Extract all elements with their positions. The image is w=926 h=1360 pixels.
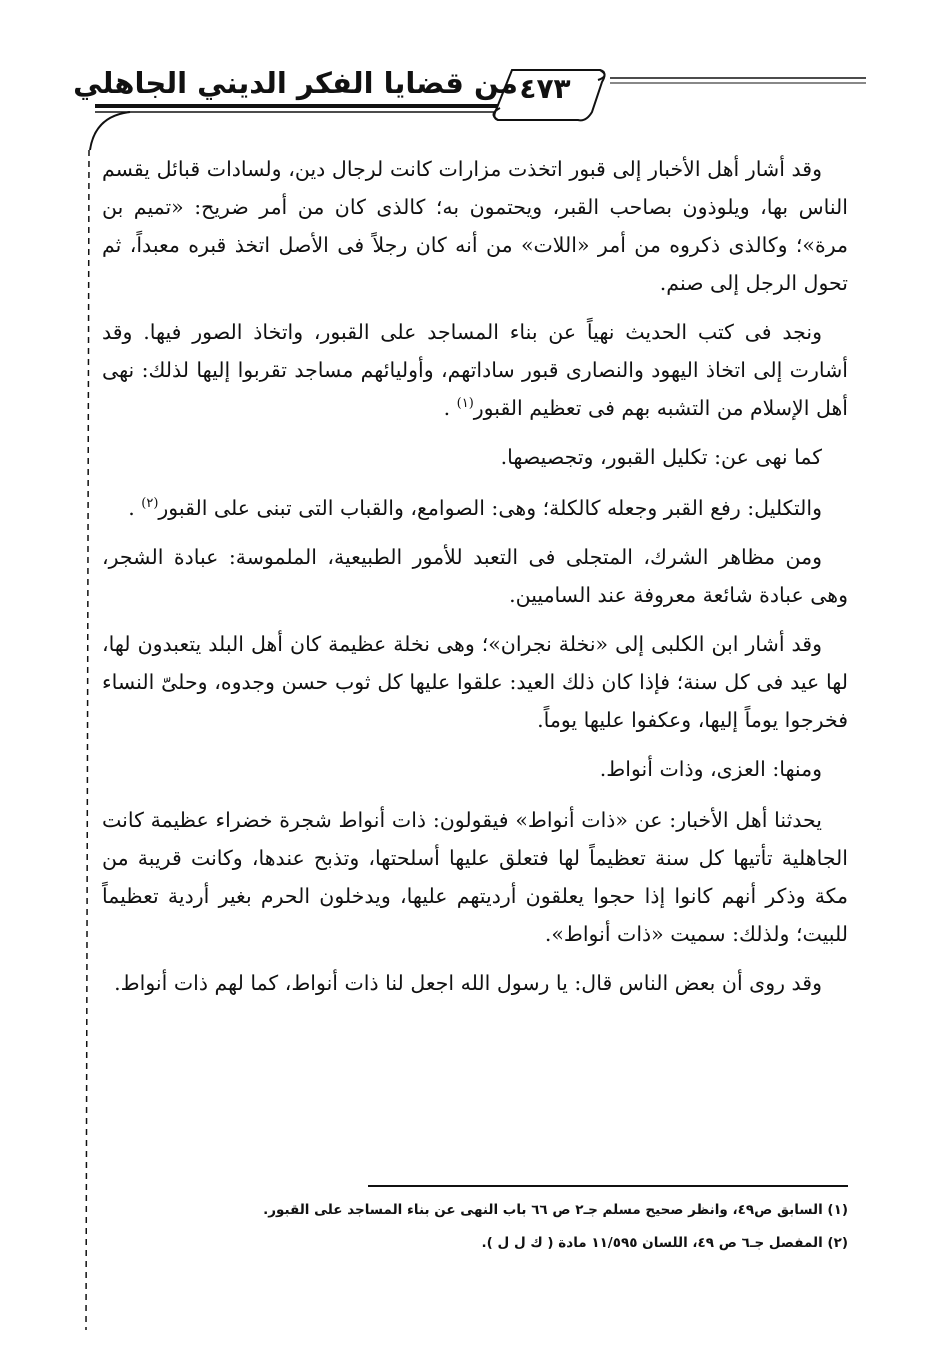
paragraph-4-text: والتكليل: رفع القبر وجعله كالكلة؛ وهى: الصوامع، والقباب التى تبنى على القبور xyxy=(158,496,822,520)
footnote-ref-1: (١) xyxy=(456,396,474,412)
paragraph-3: كما نهى عن: تكليل القبور، وتجصيصها. xyxy=(500,445,822,469)
footnote-1: (١) السابق ص٤٩، وانظر صحيح مسلم جـ٢ ص ٦٦ باب النهى عن بناء المساجد على القبور. xyxy=(263,1202,848,1218)
page-number: ٤٧٣ xyxy=(519,72,571,105)
footnotes xyxy=(102,1194,848,1260)
paragraph-2 xyxy=(102,313,848,427)
paragraph-6: وقد أشار ابن الكلبى إلى «نخلة نجران»؛ وهى نخلة عظيمة كان أهل البلد يتعبدون لها، لها عيد فى كل سنة؛ فإذا كان ذلك العيد: علقوا عليها كل ثوب حسن وجدوه، وحلىّ النساء فخرجوا يوماً إليها، وعكفوا عليها يوماً. xyxy=(102,632,848,732)
main-text xyxy=(102,150,848,1013)
paragraph-4 xyxy=(102,489,848,527)
paragraph-4-end: . xyxy=(128,496,142,520)
paragraph-8: يحدثنا أهل الأخبار: عن «ذات أنواط» فيقولون: ذات أنواط شجرة خضراء عظيمة كانت الجاهلية تأتيها كل سنة تعظيماً لها فتعلق عليها أسلحتها، وتذبح عندها، وكانت قريبة من مكة وذكر أنهم كانوا إذا حجوا يعلقون أرديتهم عليها، ويدخلون الحرم بغير أردية تعظيماً للبيت؛ ولذلك: سميت «ذات أنواط». xyxy=(102,808,848,946)
paragraph-2-text: ونجد فى كتب الحديث نهياً عن بناء المساجد على القبور، واتخاذ الصور فيها. وقد أشارت إلى اتخاذ اليهود والنصارى قبور ساداتهم، وأوليائهم مساجد تقربوا إليها لذلك: نهى أهل الإسلام من التشبه بهم فى تعظيم القبور xyxy=(102,320,848,420)
paragraph-5: ومن مظاهر الشرك، المتجلى فى التعبد للأمور الطبيعية، الملموسة: عبادة الشجر، وهى عبادة شائعة معروفة عند الساميين. xyxy=(102,545,848,607)
footnote-ref-2: (٢) xyxy=(141,496,159,512)
paragraph-7: ومنها: العزى، وذات أنواط. xyxy=(599,757,822,781)
footnote-2: (٢) المفصل جـ٦ ص ٤٩، اللسان ١١/٥٩٥ مادة ( ك ل ل ). xyxy=(481,1235,848,1251)
paragraph-1: وقد أشار أهل الأخبار إلى قبور اتخذت مزارات كانت لرجال دين، ولسادات قبائل يقسم الناس بها، ويلوذون بصاحب القبر، ويحتمون به؛ كالذى كان من أمر ضريح: «تميم بن مرة»؛ وكالذى ذكروه من أمر «اللات» من أنه كان رجلاً فى الأصل اتخذ قبره معبداً، ثم تحول الرجل إلى صنم. xyxy=(102,157,848,295)
paragraph-2-end: . xyxy=(443,396,457,420)
running-header-title: من قضايا الفكر الديني الجاهلي xyxy=(73,66,518,100)
paragraph-9: وقد روى أن بعض الناس قال: يا رسول الله اجعل لنا ذات أنواط، كما لهم ذات أنواط. xyxy=(114,971,822,995)
footnote-divider xyxy=(368,1185,848,1187)
